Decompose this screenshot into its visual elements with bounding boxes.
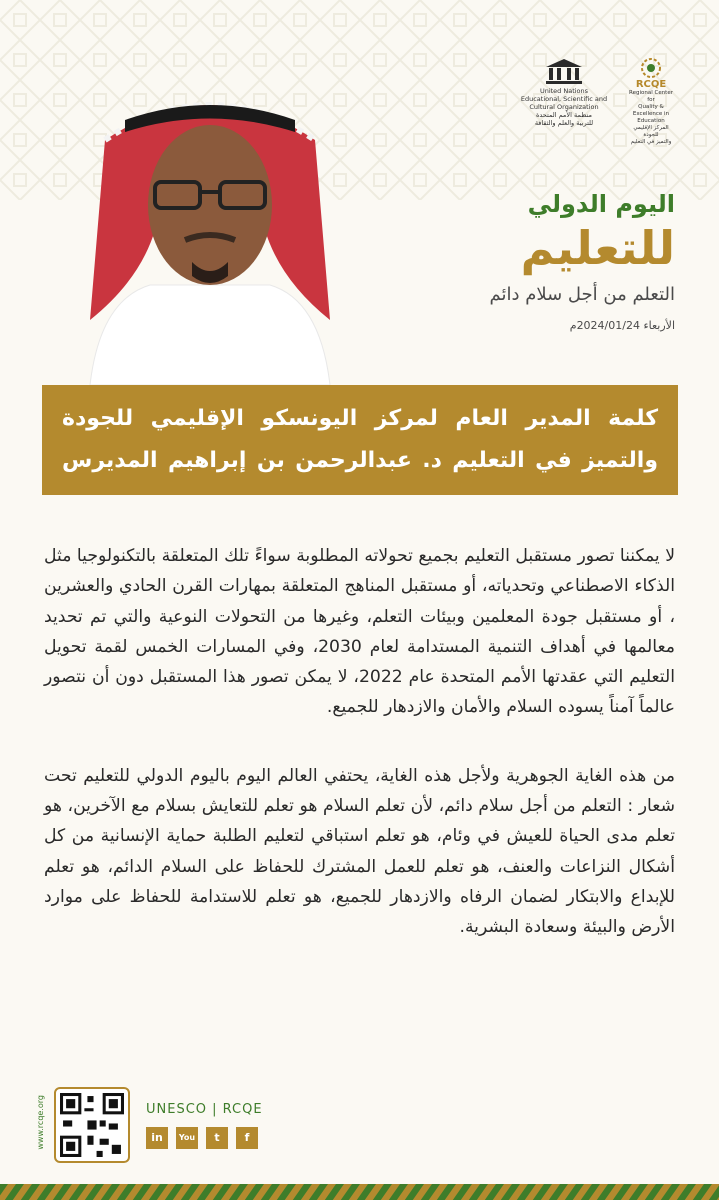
- unesco-text: United Nations Educational, Scientific and Cultural Organization منظمة الأمم المتحدة للتربية والعلم والثقافة: [520, 87, 608, 127]
- website-url[interactable]: www.rcqe.org: [36, 1095, 45, 1150]
- footer: [40, 1090, 263, 1160]
- social-links: [146, 1127, 263, 1149]
- rcqe-name: RCQE: [635, 79, 667, 90]
- date: الأربعاء 2024/01/24م: [569, 319, 675, 332]
- title-line1: اليوم الدولي: [527, 190, 675, 218]
- header: [489, 190, 675, 332]
- rcqe-text: Regional Center for Quality & Excellence in Education المركز الإقليمي للجودة والتميز في التعليم: [629, 90, 673, 145]
- unesco-logo: [519, 58, 609, 127]
- qr-code-icon[interactable]: [54, 1087, 130, 1163]
- logos: [519, 58, 675, 146]
- youtube-icon[interactable]: You: [176, 1127, 198, 1149]
- paragraph-1: لا يمكننا تصور مستقبل التعليم بجميع تحولاته المطلوبة سواءً تلك المتعلقة بالتكنولوجيا مثل الذكاء الاصطناعي وتحدياته، أو مستقبل المناهج المتعلقة بمهارات القرن الحادي والعشرين ، أو مستقبل جودة المعلمين وبيئات التعلم، وغيرها من التحولات النوعية والتي تم تحديد معالمها في أهداف التنمية المستدامة لعام 2030، وفي المسارات الخمس لقمة تحويل التعليم التي عقدتها الأمم المتحدة عام 2022، لا يمكن تصور هذا المستقبل دون أن نتصور عالماً آمناً يسوده السلام والأمان والازدهار للجميع.: [44, 546, 675, 718]
- subtitle: التعلم من أجل سلام دائم: [489, 284, 675, 305]
- speaker-portrait: [80, 80, 340, 385]
- unesco-temple-icon: [544, 58, 584, 84]
- speaker-banner: [42, 385, 678, 495]
- footer-brand-block: [146, 1102, 263, 1149]
- twitter-icon[interactable]: t: [206, 1127, 228, 1149]
- title-line2: للتعليم: [520, 221, 675, 275]
- linkedin-icon[interactable]: in: [146, 1127, 168, 1149]
- facebook-icon[interactable]: f: [236, 1127, 258, 1149]
- rcqe-logo: [627, 58, 675, 146]
- paragraph-2: من هذه الغاية الجوهرية ولأجل هذه الغاية، يحتفي العالم اليوم باليوم الدولي للتعليم تحت شعار : التعلم من أجل سلام دائم، لأن تعلم السلام هو تعلم للتعايش بسلام مع الآخرين، هو تعلم مدى الحياة للعيش في وئام، هو تعلم استباقي لتعليم الطلبة حماية الإنسانية من كل أشكال النزاعات والعنف، هو تعلم للعمل المشترك للحفاظ على السلام الدائم، هو تعلم للإبداع والابتكار لضمان الرفاه والازدهار للجميع، هو تعلم للاستدامة للحفاظ على موارد الأرض والبيئة وسعادة البشرية.: [44, 765, 675, 938]
- bottom-pattern-bar: [0, 1184, 719, 1200]
- footer-brand: UNESCO | RCQE: [146, 1101, 263, 1117]
- rcqe-mark-icon: [641, 58, 661, 78]
- article-body: [44, 541, 675, 943]
- banner-text: كلمة المدير العام لمركز اليونسكو الإقليمي للجودة والتميز في التعليم د. عبدالرحمن بن إبراهيم المديرس: [62, 406, 658, 473]
